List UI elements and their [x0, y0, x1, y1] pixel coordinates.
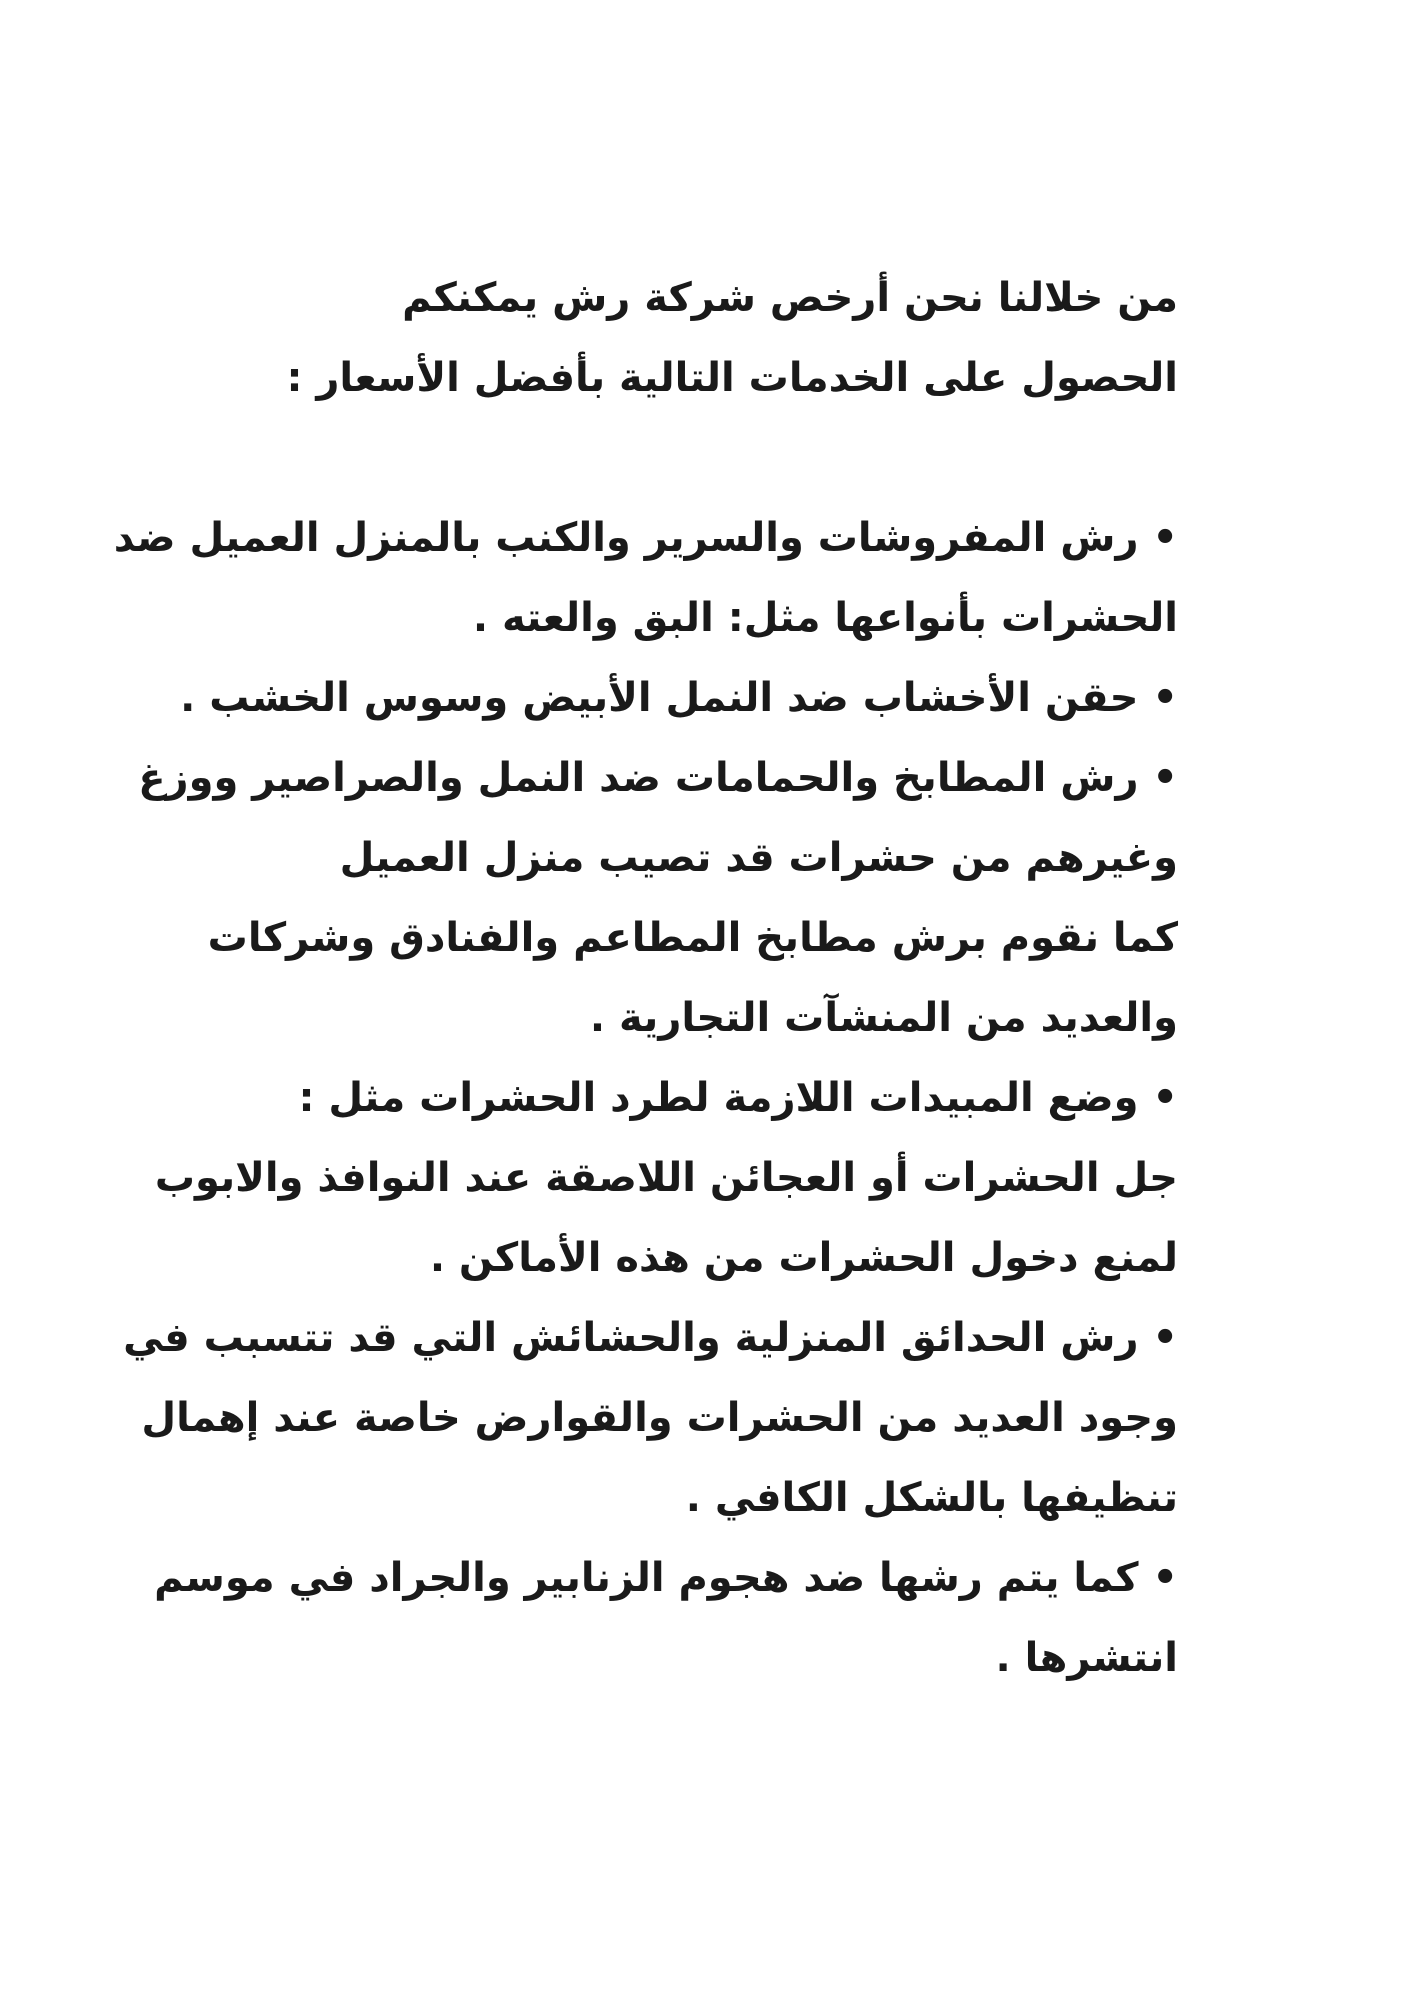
body-line: • رش المطابخ والحمامات ضد النمل والصراصير ووزغ	[138, 755, 1178, 801]
body-line: • حقن الأخشاب ضد النمل الأبيض وسوس الخشب .	[180, 675, 1178, 721]
intro-line-1: من خلالنا نحن أرخص شركة رش يمكنكم	[402, 275, 1178, 321]
body-line: كما نقوم برش مطابخ المطاعم والفنادق وشركات	[207, 915, 1178, 961]
body-line: جل الحشرات أو العجائن اللاصقة عند النوافذ والابوب	[154, 1155, 1178, 1201]
body-line: • كما يتم رشها ضد هجوم الزنابير والجراد في موسم	[154, 1555, 1178, 1601]
body-line: تنظيفها بالشكل الكافي .	[685, 1475, 1178, 1521]
document-page	[113, 0, 1264, 2000]
body-line: الحشرات بأنواعها مثل: البق والعته .	[472, 595, 1178, 641]
body-line: • رش الحدائق المنزلية والحشائش التي قد تتسبب في	[123, 1315, 1178, 1361]
body-line: لمنع دخول الحشرات من هذه الأماكن .	[429, 1235, 1178, 1281]
body-line: • وضع المبيدات اللازمة لطرد الحشرات مثل :	[298, 1075, 1178, 1121]
body-line: والعديد من المنشآت التجارية .	[589, 995, 1178, 1041]
paragraph-spacer	[150, 418, 1178, 498]
body-line: انتشرها .	[995, 1635, 1178, 1681]
body-line: • رش المفروشات والسرير والكنب بالمنزل العميل ضد	[113, 515, 1178, 561]
intro-line-2: الحصول على الخدمات التالية بأفضل الأسعار :	[286, 355, 1178, 401]
body-line: وغيرهم من حشرات قد تصيب منزل العميل	[339, 835, 1178, 881]
document-body	[113, 258, 1178, 1698]
body-line: وجود العديد من الحشرات والقوارض خاصة عند إهمال	[141, 1395, 1178, 1441]
